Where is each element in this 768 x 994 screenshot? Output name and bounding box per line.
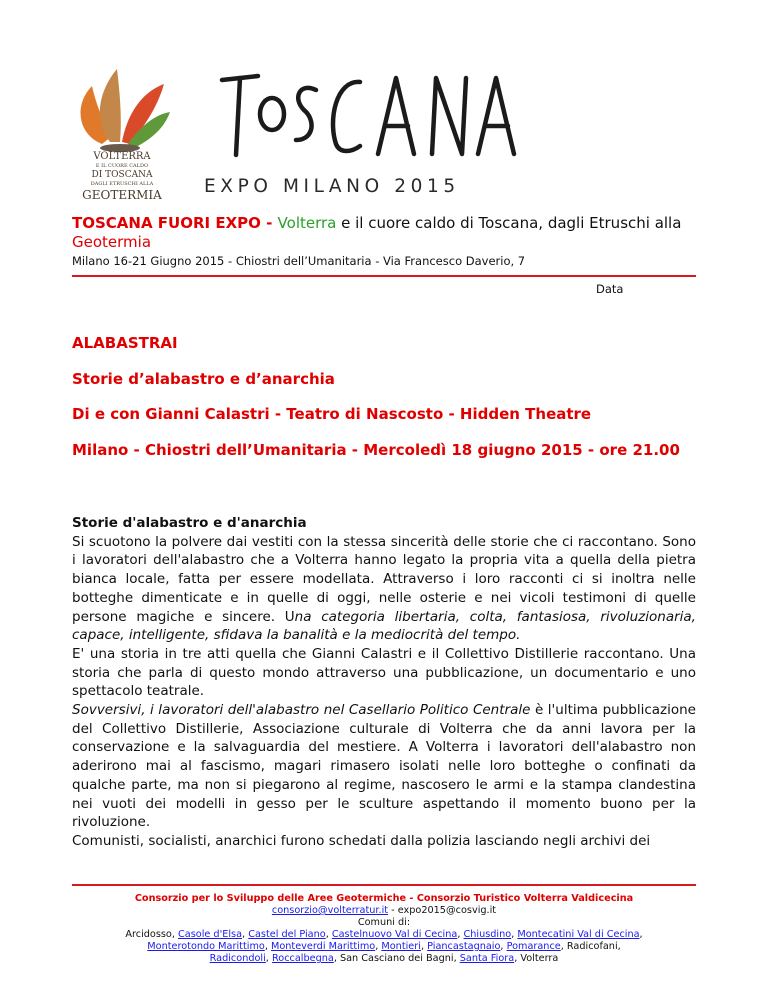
sep: ,	[420, 941, 428, 952]
p1-italic: na categoria libertaria, colta, fantasiosa, rivoluzionaria, capace, intelligente, sfidava la banalità e la mediocrità del tempo.	[72, 608, 696, 644]
title-heading: ALABASTRAI	[72, 334, 178, 352]
footer-rule	[72, 884, 696, 886]
footer-comuni-line-3	[72, 953, 696, 965]
header-volterra: Volterra	[277, 214, 337, 232]
toscana-wordmark-logo	[218, 70, 518, 160]
data-label: Data	[596, 282, 624, 296]
link-roccalbegna[interactable]: Roccalbegna	[271, 953, 334, 964]
sep: ,	[500, 941, 507, 952]
link-santa-fiora[interactable]: Santa Fiora	[459, 953, 515, 964]
logo-line-toscana: DI TOSCANA	[91, 170, 153, 180]
footer-comuni-line-1	[72, 929, 696, 941]
logo-line-cuore: E IL CUORE CALDO	[95, 163, 149, 169]
header-title	[72, 214, 696, 252]
link-chiusdino[interactable]: Chiusdino	[463, 929, 512, 940]
subtitle-heading: Storie d’alabastro e d’anarchia	[72, 370, 335, 388]
comune-arcidosso: Arcidosso,	[125, 929, 179, 940]
link-castel-del-piano[interactable]: Castel del Piano	[248, 929, 326, 940]
sep: ,	[375, 941, 382, 952]
footer-comuni-label: Comuni di:	[357, 917, 411, 928]
sep: ,	[511, 929, 518, 940]
sep: ,	[639, 929, 643, 940]
logo-line-volterra: VOLTERRA	[93, 151, 151, 162]
header-venue: Milano 16-21 Giugno 2015 - Chiostri dell’Umanitaria - Via Francesco Daverio, 7	[72, 254, 526, 268]
p1-text: Si scuotono la polvere dai vestiti con la stessa sincerità delle storie che ci raccontano. Sono i lavoratori dell'alabastro che a Volterra hanno legato la propria vita a quella della pietra bianca locale, fatta per essere modellata. Attraverso i loro racconti ci si inoltra nelle botteghe dimenticate e in quelle di oggi, nelle osterie e nei vicoli testimoni di quelle persone magiche e sincere. U	[72, 533, 696, 625]
header-geotermia: Geotermia	[72, 233, 152, 251]
sep: ,	[265, 953, 272, 964]
credits-heading: Di e con Gianni Calastri - Teatro di Nascosto - Hidden Theatre	[72, 405, 592, 423]
sep: ,	[264, 941, 271, 952]
flame-logo-icon	[72, 64, 172, 154]
body-paragraph-1	[72, 533, 696, 645]
article-body	[72, 514, 696, 851]
link-pomarance[interactable]: Pomarance	[506, 941, 561, 952]
expo-milano-subtitle: EXPO MILANO 2015	[204, 176, 460, 197]
body-paragraph-3	[72, 701, 696, 832]
p3-text: è l'ultima pubblicazione del Collettivo Distillerie, Associazione culturale di Volterra che da anni lavora per la conservazione e la salvaguardia del mestiere. A Volterra i lavoratori dell'alabastro non aderirono mai al fascismo, magari rimasero isolati nelle loro botteghe o confinati da qualche parte, ma non si piegarono al regime, nascosero le armi e la stampa clandestina nei vuoti dei modelli in gesso per le sculture aspettando il momento buono per la rivoluzione.	[72, 702, 696, 831]
header-prefix: TOSCANA FUORI EXPO -	[72, 214, 278, 232]
email-expo: - expo2015@cosvig.it	[388, 905, 497, 916]
link-radicondoli[interactable]: Radicondoli	[209, 953, 266, 964]
footer-organization: Consorzio per lo Sviluppo delle Aree Geotermiche - Consorzio Turistico Volterra Valdicecina	[134, 893, 634, 904]
logo-line-geotermia: GEOTERMIA	[82, 188, 162, 202]
comune-san-casciano: , San Casciano dei Bagni,	[333, 953, 460, 964]
event-date-heading: Milano - Chiostri dell’Umanitaria - Mercoledì 18 giugno 2015 - ore 21.00	[72, 441, 680, 459]
sep: ,	[457, 929, 464, 940]
comune-radicofani: , Radicofani,	[560, 941, 621, 952]
logo-line-etruschi: DAGLI ETRUSCHI ALLA	[90, 181, 154, 187]
link-monterotondo[interactable]: Monterotondo Marittimo	[147, 941, 265, 952]
footer	[72, 893, 696, 965]
body-paragraph-4: Comunisti, socialisti, anarchici furono schedati dalla polizia lasciando negli archivi dei	[72, 832, 651, 849]
header-middle: e il cuore caldo di Toscana, dagli Etruschi alla	[336, 214, 682, 232]
link-piancastagnaio[interactable]: Piancastagnaio	[427, 941, 501, 952]
link-monteverdi[interactable]: Monteverdi Marittimo	[270, 941, 376, 952]
body-paragraph-2: E' una storia in tre atti quella che Gianni Calastri e il Collettivo Distillerie raccontano. Una storia che parla di questo mondo attraverso una pubblicazione, un documentario e uno spettacolo teatrale.	[72, 645, 696, 700]
volterra-logo	[72, 64, 172, 204]
link-casole[interactable]: Casole d'Elsa	[178, 929, 243, 940]
link-montieri[interactable]: Montieri	[381, 941, 421, 952]
p3-italic-title: Sovversivi, i lavoratori dell'alabastro nel Casellario Politico Centrale	[72, 702, 531, 719]
header-rule	[72, 275, 696, 277]
comune-volterra: , Volterra	[514, 953, 559, 964]
body-subheading: Storie d'alabastro e d'anarchia	[72, 515, 307, 531]
link-montecatini[interactable]: Montecatini Val di Cecina	[517, 929, 640, 940]
email-link-consorzio[interactable]: consorzio@volterratur.it	[271, 905, 389, 916]
link-castelnuovo[interactable]: Castelnuovo Val di Cecina	[331, 929, 458, 940]
sep: ,	[325, 929, 332, 940]
footer-comuni-line-2	[72, 941, 696, 953]
sep: ,	[242, 929, 249, 940]
footer-emails	[72, 905, 696, 917]
